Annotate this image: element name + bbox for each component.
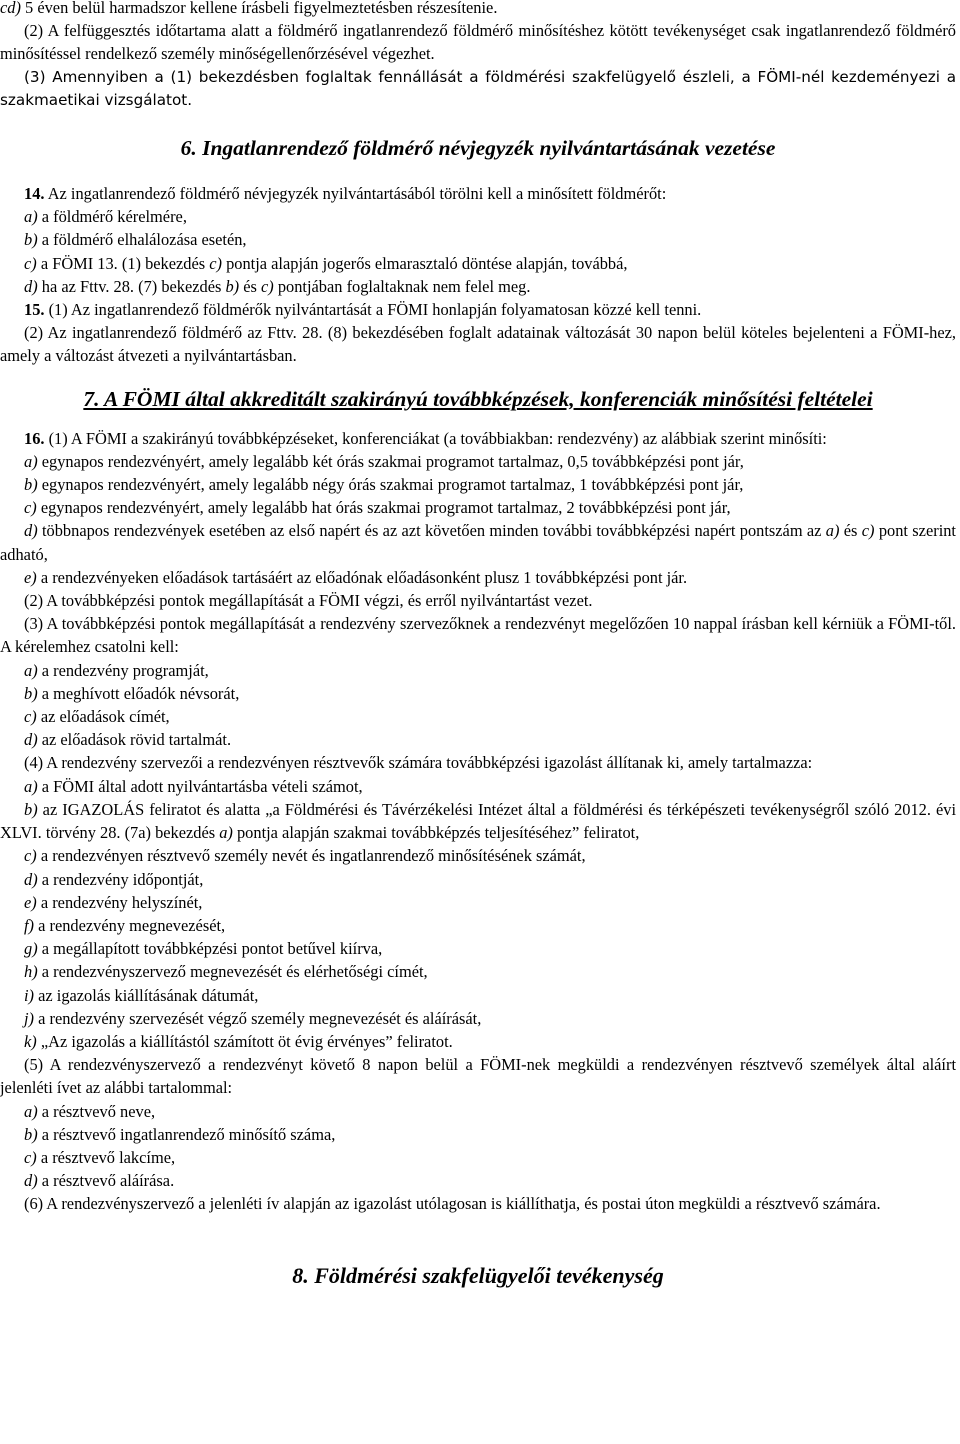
list-item [0, 868, 956, 891]
item-label: e) [24, 892, 37, 912]
list-item [0, 450, 956, 473]
item-text: a rendezvény szervezését végző személy megnevezését és aláírását, [34, 1008, 482, 1028]
list-item [0, 984, 956, 1007]
item-label: b) [24, 230, 38, 250]
item-label: b) [24, 475, 38, 495]
item-text: és [239, 276, 261, 296]
item-label: c) [24, 846, 37, 866]
section-number: 15. [24, 300, 45, 320]
paragraph-text: Az ingatlanrendező földmérő névjegyzék nyilvántartásából törölni kell a minősített földmérőt: [44, 184, 667, 204]
list-item [0, 914, 956, 937]
list-item [0, 496, 956, 519]
item-text: egynapos rendezvényért, amely legalább hat órás szakmai programot tartalmaz, 2 továbbképzési pont jár, [36, 498, 731, 518]
item-text: többnapos rendezvények esetében az első napért és az azt követően minden további továbbképzési napért pontszám az [37, 521, 826, 541]
item-label: i) [24, 985, 35, 1005]
paragraph-16-5: (5) A rendezvényszervező a rendezvényt követő 8 napon belül a FÖMI-nek megküldi a rendezvényen résztvevő személyek által aláírt jelenléti ívet az alábbi tartalommal: [0, 1055, 956, 1098]
paragraph-text: (1) Az ingatlanrendező földmérők nyilvántartását a FÖMI honlapján folyamatosan közzé kell tenni. [44, 300, 702, 320]
list-item [0, 1169, 956, 1192]
item-ref: a) [219, 823, 233, 843]
item-text: pontjában foglaltaknak nem felel meg. [273, 276, 531, 296]
item-text: a rendezvényszervező megnevezését és elérhetőségi címét, [37, 962, 428, 982]
item-text: pontja alapján szakmai továbbképzés teljesítéséhez” feliratot, [232, 823, 640, 843]
item-label: k) [24, 1031, 37, 1051]
item-text: a földmérő kérelmére, [37, 207, 187, 227]
item-label: cd) [0, 0, 21, 17]
item-ref: b) [225, 276, 240, 296]
item-text: a rendezvény programját, [37, 660, 209, 680]
list-item [0, 960, 956, 983]
item-text: a FÖMI által adott nyilvántartásba vételi számot, [37, 776, 363, 796]
paragraph-15-2: (2) Az ingatlanrendező földmérő az Fttv. 28. (8) bekezdésében foglalt adatainak változását 30 napon belül köteles bejelenteni a FÖMI-hez, amely a változást átvezeti a nyilvántartásban. [0, 323, 956, 366]
list-item [0, 205, 956, 228]
paragraph-16 [0, 427, 956, 450]
item-text: a rendezvényen résztvevő személy nevét és ingatlanrendező minősítésének számát, [36, 846, 586, 866]
item-label: a) [24, 1101, 38, 1121]
paragraph-16-6: (6) A rendezvényszervező a jelenléti ív alapján az igazolást utólagosan is kiállíthatja, és postai úton megküldi a résztvevő számára. [24, 1194, 881, 1214]
item-label: a) [24, 776, 38, 796]
item-text: egynapos rendezvényért, amely legalább két órás szakmai programot tartalmaz, 0,5 továbbképzési pont jár, [37, 451, 744, 471]
item-text: a résztvevő aláírása. [37, 1171, 175, 1191]
item-ref: c) [209, 253, 222, 273]
item-label: c) [24, 498, 37, 518]
item-text: az előadások rövid tartalmát. [37, 730, 232, 750]
paragraph-text: (1) A FÖMI a szakirányú továbbképzéseket, konferenciákat (a továbbiakban: rendezvény) az alábbiak szerint minősíti: [44, 428, 827, 448]
list-item [0, 1146, 956, 1169]
list-item [0, 566, 956, 589]
item-label: a) [24, 660, 38, 680]
section-number: 16. [24, 428, 45, 448]
list-item [0, 228, 956, 251]
item-text: az igazolás kiállításának dátumát, [34, 985, 259, 1005]
item-label: a) [24, 451, 38, 471]
item-text: egynapos rendezvényért, amely legalább négy órás szakmai programot tartalmaz, 1 továbbképzési pont jár, [37, 475, 744, 495]
list-item [0, 252, 956, 275]
item-text: pont szerint adható, [0, 521, 956, 564]
item-label: h) [24, 962, 38, 982]
item-label: d) [24, 521, 38, 541]
item-label: b) [24, 1124, 38, 1144]
list-item [0, 891, 956, 914]
item-label: e) [24, 567, 37, 587]
item-ref: a) [825, 521, 840, 541]
list-item [0, 705, 956, 728]
item-label: d) [24, 730, 38, 750]
item-label: c) [24, 1147, 37, 1167]
item-label: d) [24, 869, 38, 889]
item-text: pontja alapján jogerős elmarasztaló döntése alapján, továbbá, [221, 253, 628, 273]
item-ref: c) [261, 276, 274, 296]
section-6-heading: 6. Ingatlanrendező földmérő névjegyzék nyilvántartásának vezetése [180, 136, 776, 161]
list-item [0, 937, 956, 960]
paragraph-16-2: (2) A továbbképzési pontok megállapítását a FÖMI végzi, és erről nyilvántartást vezet. [24, 591, 593, 611]
item-text: a résztvevő ingatlanrendező minősítő száma, [37, 1124, 336, 1144]
item-text: a rendezvény időpontját, [37, 869, 204, 889]
item-text: a meghívott előadók névsorát, [37, 683, 240, 703]
list-item [0, 682, 956, 705]
list-item [0, 473, 956, 496]
item-text: a résztvevő neve, [37, 1101, 156, 1121]
item-text: a rendezvény helyszínét, [36, 892, 203, 912]
item-text: „Az igazolás a kiállítástól számított öt évig érvényes” feliratot. [36, 1031, 453, 1051]
item-text: 5 éven belül harmadszor kellene írásbeli figyelmeztetésben részesítenie. [20, 0, 498, 17]
item-text: és [839, 521, 862, 541]
item-label: b) [24, 799, 38, 819]
list-item [0, 1100, 956, 1123]
paragraph-14 [0, 182, 956, 205]
item-text: a résztvevő lakcíme, [36, 1147, 176, 1167]
paragraph-13-2: (2) A felfüggesztés időtartama alatt a földmérő ingatlanrendező földmérő minősítéshez kötött tevékenységet csak ingatlanrendező földmérő minősítéssel rendelkező személy minőségellenőrzésével végezhet. [0, 21, 956, 64]
item-label: c) [24, 253, 37, 273]
list-item [0, 728, 956, 751]
item-label: j) [24, 1008, 35, 1028]
paragraph-13-3: (3) Amennyiben a (1) bekezdésben foglaltak fennállását a földmérési szakfelügyelő észleli, a FÖMI-nél kezdeményezi a szakmaetikai vizsgálatot. [0, 67, 956, 109]
list-item [0, 1123, 956, 1146]
list-item [0, 1030, 956, 1053]
list-item [0, 519, 956, 565]
list-item [0, 659, 956, 682]
item-text: ha az Fttv. 28. (7) bekezdés [37, 276, 226, 296]
item-text: az IGAZOLÁS feliratot és alatta „a Földmérési és Távérzékelési Intézet által a földmérési és térképészeti tevékenységről szóló 2012. évi XLVI. törvény 28. (7a) bekezdés [0, 799, 956, 843]
paragraph-cd [0, 0, 956, 19]
list-item [0, 1007, 956, 1030]
list-16-4 [0, 844, 956, 1053]
item-label: d) [24, 1171, 38, 1191]
item-text: a FÖMI 13. (1) bekezdés [36, 253, 210, 273]
item-text: a megállapított továbbképzési pontot betűvel kiírva, [37, 939, 383, 959]
item-text: az előadások címét, [36, 707, 170, 727]
item-label: c) [24, 707, 37, 727]
item-label: f) [24, 915, 35, 935]
paragraph-15 [0, 298, 956, 321]
item-text: a rendezvényeken előadások tartásáért az előadónak előadásonként plusz 1 továbbképzési pont jár. [36, 567, 688, 587]
list-16-3 [0, 659, 956, 752]
item-label: b) [24, 683, 38, 703]
item-text: a földmérő elhalálozása esetén, [37, 230, 247, 250]
list-item [0, 275, 956, 298]
paragraph-16-3: (3) A továbbképzési pontok megállapítását a rendezvény szervezőknek a rendezvényt megelőzően 10 nappal írásban kell kérniük a FÖMI-től. A kérelemhez csatolni kell: [0, 614, 956, 657]
section-number: 14. [24, 184, 45, 204]
item-label: g) [24, 939, 38, 959]
item-text: a rendezvény megnevezését, [34, 915, 226, 935]
item-label: a) [24, 207, 38, 227]
item-label: d) [24, 276, 38, 296]
section-8-heading: 8. Földmérési szakfelügyelői tevékenység [292, 1262, 664, 1288]
list-item [0, 798, 956, 844]
list-16-5 [0, 1100, 956, 1193]
item-ref: c) [861, 521, 875, 541]
list-item [0, 775, 956, 798]
section-7-heading: 7. A FÖMI által akkreditált szakirányú továbbképzések, konferenciák minősítési feltételei [83, 386, 873, 411]
list-item [0, 844, 956, 867]
paragraph-16-4: (4) A rendezvény szervezői a rendezvényen résztvevők számára továbbképzési igazolást állítanak ki, amely tartalmazza: [24, 753, 813, 773]
